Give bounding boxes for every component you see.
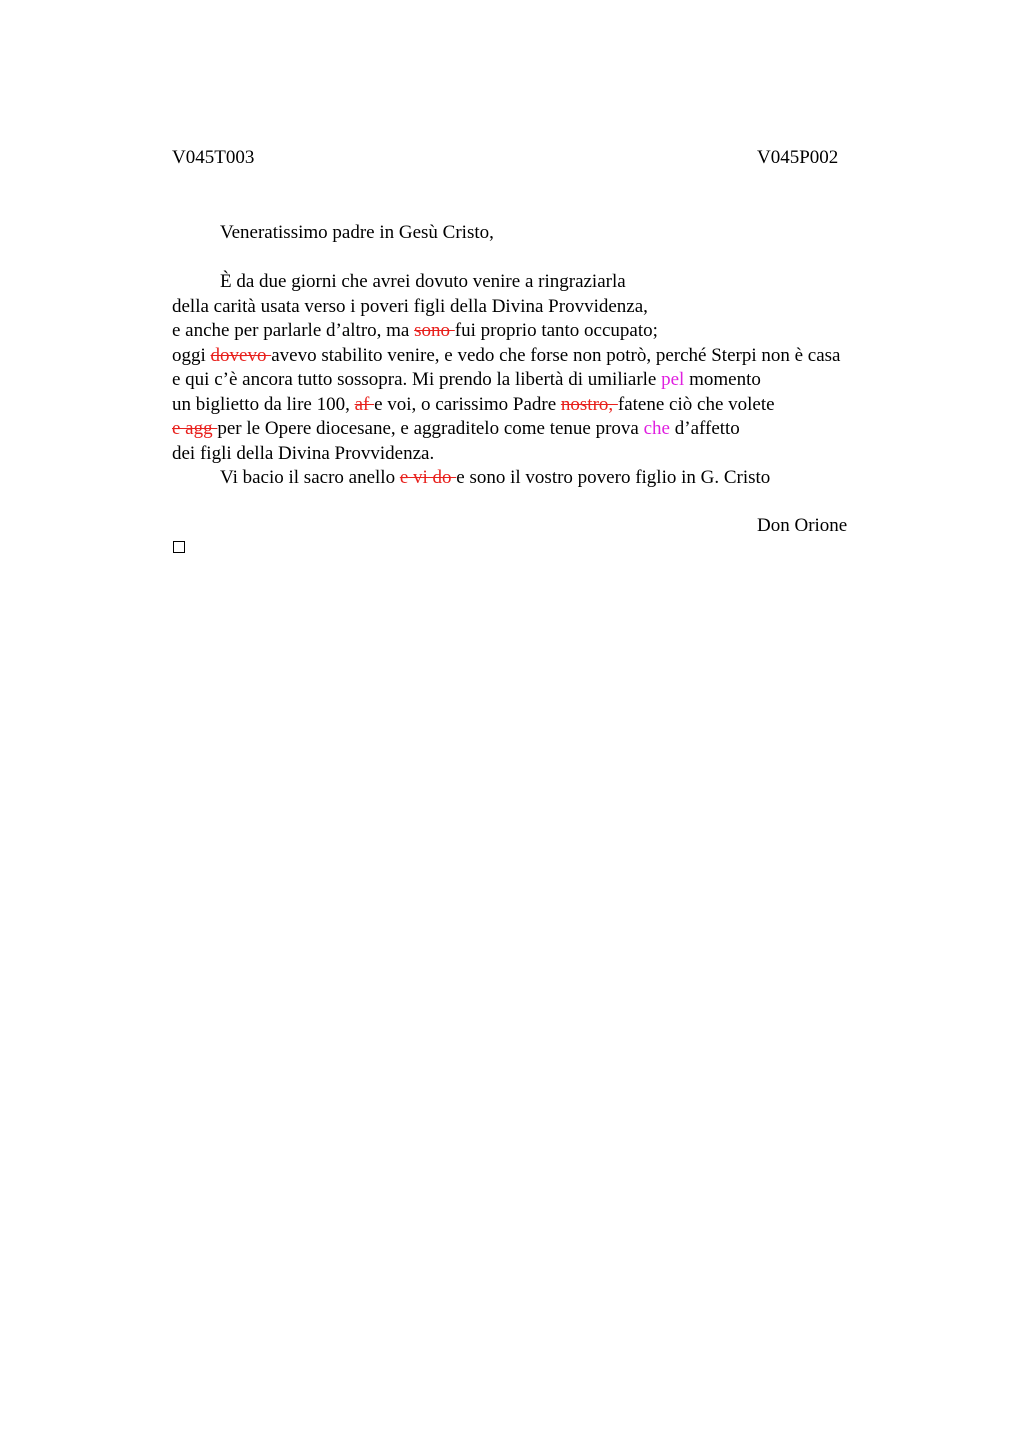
square-outline-icon <box>173 541 185 553</box>
line-text: dei figli della Divina Provvidenza. <box>172 442 435 464</box>
line-text: e qui c’è ancora tutto sossopra. Mi prendo la libertà di umiliarle <box>172 369 662 390</box>
line-text: per le Opere diocesane, e aggraditelo come tenue prova <box>217 418 644 439</box>
letter-line <box>172 295 952 320</box>
salutation: Veneratissimo padre in Gesù Cristo, <box>220 222 494 243</box>
letter-line <box>172 270 952 295</box>
deleted-text: e agg <box>172 418 218 439</box>
document-code-right: V045P002 <box>757 147 839 168</box>
document-code-left: V045T003 <box>172 147 255 168</box>
letter-line <box>172 466 952 491</box>
letter-line <box>172 319 952 344</box>
letter-line <box>172 393 952 418</box>
deleted-text: nostro, <box>560 393 618 415</box>
letter-line <box>172 442 952 467</box>
line-text: un biglietto da lire 100, <box>172 393 355 415</box>
line-text: d’affetto <box>670 418 740 439</box>
signature: Don Orione <box>757 515 848 536</box>
letter-line <box>172 344 952 369</box>
line-text: della carità usata verso i poveri figli della Divina Provvidenza, <box>172 295 648 317</box>
line-text: e sono il vostro povero figlio in G. Cristo <box>456 467 771 488</box>
line-text: oggi <box>172 344 211 366</box>
deleted-text: sono <box>414 320 455 341</box>
letter-body <box>172 270 952 491</box>
deleted-text: e vi do <box>399 467 457 488</box>
line-text: momento <box>684 369 761 390</box>
line-text: e voi, o carissimo Padre <box>374 393 561 415</box>
line-text: fui proprio tanto occupato; <box>454 320 658 341</box>
line-text: Vi bacio il sacro anello <box>220 467 400 488</box>
line-text: e anche per parlarle d’altro, ma <box>172 320 415 341</box>
deleted-text: dovevo <box>210 344 272 366</box>
line-text: È da due giorni che avrei dovuto venire a ringraziarla <box>220 271 626 292</box>
deleted-text: af <box>354 393 375 415</box>
inserted-text: pel <box>661 369 685 390</box>
line-text: avevo stabilito venire, e vedo che forse non potrò, perché Sterpi non è casa <box>271 344 841 366</box>
line-text: fatene ciò che volete <box>617 393 775 415</box>
letter-line <box>172 417 952 442</box>
inserted-text: che <box>643 418 670 439</box>
letter-line <box>172 368 952 393</box>
